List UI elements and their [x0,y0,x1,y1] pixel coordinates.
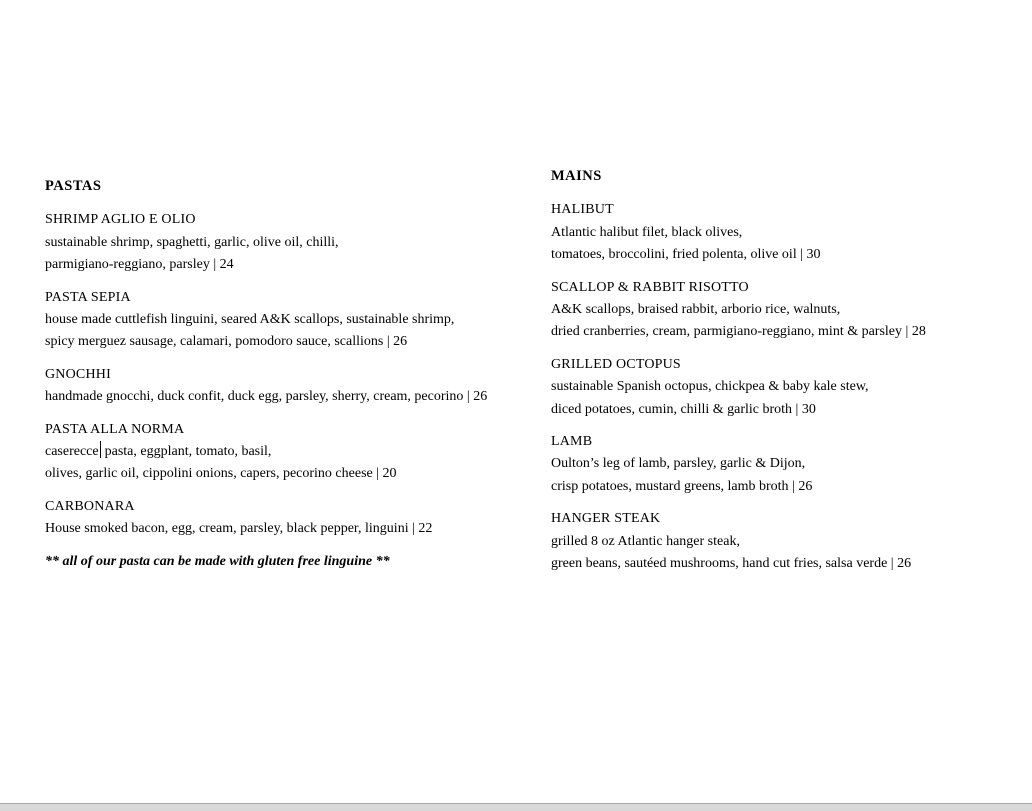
section-heading-mains: MAINS [551,168,602,184]
item-name: GNOCHHI [45,366,111,382]
item-name: SCALLOP & RABBIT RISOTTO [551,279,749,295]
item-description-line: sustainable shrimp, spaghetti, garlic, olive oil, chilli, [45,234,339,250]
item-description-line: Oulton’s leg of lamb, parsley, garlic & Dijon, [551,456,806,472]
text-after-caret: pasta, eggplant, tomato, basil, [101,444,272,460]
section-heading-pastas: PASTAS [45,178,102,194]
menu-item-lamb [551,431,1001,498]
mains-section [551,165,1001,586]
item-description-line: green beans, sautéed mushrooms, hand cut fries, salsa verde | 26 [551,556,912,572]
item-description-line: A&K scallops, braised rabbit, arborio rice, walnuts, [551,302,841,318]
item-description-line: house made cuttlefish linguini, seared A&K scallops, sustainable shrimp, [45,312,455,328]
menu-item-halibut [551,199,1001,266]
item-description-line: House smoked bacon, egg, cream, parsley, black pepper, linguini | 22 [45,521,433,537]
item-description-line: dried cranberries, cream, parmigiano-reggiano, mint & parsley | 28 [551,324,926,340]
item-name: GRILLED OCTOPUS [551,356,681,372]
item-description-line: sustainable Spanish octopus, chickpea & baby kale stew, [551,379,869,395]
item-description-line: Atlantic halibut filet, black olives, [551,224,743,240]
item-description-line: tomatoes, broccolini, fried polenta, olive oil | 30 [551,247,821,263]
item-description-line: olives, garlic oil, cippolini onions, capers, pecorino cheese | 20 [45,466,397,482]
item-description-line: handmade gnocchi, duck confit, duck egg, parsley, sherry, cream, pecorino | 26 [45,389,488,405]
item-description-line: grilled 8 oz Atlantic hanger steak, [551,533,740,549]
item-name: PASTA ALLA NORMA [45,421,185,437]
item-description-line: crisp potatoes, mustard greens, lamb broth | 26 [551,478,813,494]
item-description-line-with-cursor[interactable] [45,441,525,463]
gluten-free-note: ** all of our pasta can be made with gluten free linguine ** [45,553,390,569]
item-name: HANGER STEAK [551,511,661,527]
menu-item-carbonara [45,496,525,541]
menu-item-hanger-steak [551,508,1001,575]
item-name: CARBONARA [45,498,135,514]
item-description-line: spicy merguez sausage, calamari, pomodoro sauce, scallions | 26 [45,334,408,350]
pastas-section [45,175,525,573]
item-name: HALIBUT [551,202,614,218]
item-description-line: parmigiano-reggiano, parsley | 24 [45,257,234,273]
item-description-line: diced potatoes, cumin, chilli & garlic broth | 30 [551,401,816,417]
menu-item-shrimp-aglio [45,209,525,276]
horizontal-scrollbar[interactable] [0,803,1032,811]
menu-item-gnochhi [45,364,525,409]
item-name: SHRIMP AGLIO E OLIO [45,212,196,228]
item-name: PASTA SEPIA [45,289,131,305]
menu-item-grilled-octopus [551,354,1001,421]
text-before-caret: caserecce [45,444,99,460]
menu-item-pasta-sepia [45,287,525,354]
menu-item-scallop-rabbit-risotto [551,277,1001,344]
menu-item-pasta-alla-norma [45,419,525,486]
item-name: LAMB [551,434,593,450]
